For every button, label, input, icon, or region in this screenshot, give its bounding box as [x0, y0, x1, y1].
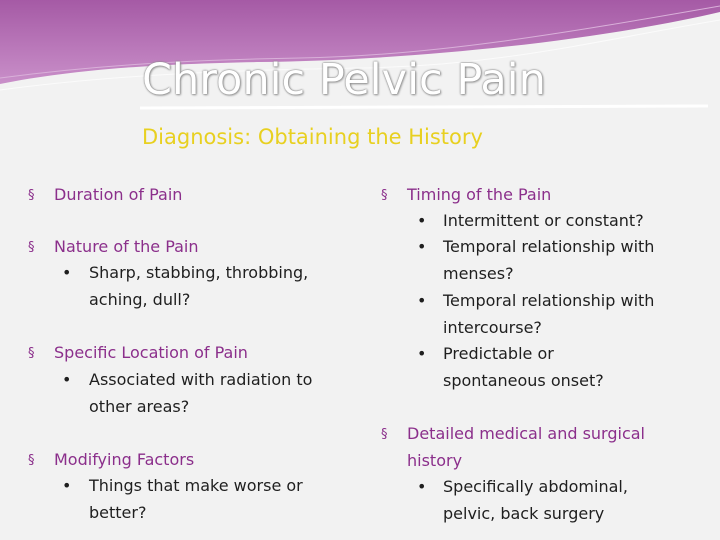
bullet-marker: §	[381, 188, 388, 203]
sub-bullet-marker: •	[417, 477, 427, 496]
slide-subtitle: Diagnosis: Obtaining the History	[142, 125, 483, 149]
sub-bullet-marker: •	[417, 211, 427, 230]
right-sub-surgery: Specifically abdominal, pelvic, back surgery	[443, 477, 628, 523]
sub-bullet-marker: •	[62, 263, 72, 282]
right-sub-intermittent: Intermittent or constant?	[443, 211, 644, 230]
right-item-timing: Timing of the Pain	[407, 185, 552, 204]
right-sub-menses: Temporal relationship with menses?	[443, 237, 655, 283]
left-sub-location: Associated with radiation to other areas?	[89, 370, 313, 416]
bullet-marker: §	[28, 240, 35, 255]
left-sub-nature: Sharp, stabbing, throbbing, aching, dull?	[89, 263, 309, 309]
bullet-marker: §	[28, 346, 35, 361]
slide-title: Chronic Pelvic Pain	[142, 55, 546, 105]
right-item-history: Detailed medical and surgical history	[407, 424, 645, 470]
sub-bullet-marker: •	[417, 237, 427, 256]
bullet-marker: §	[28, 453, 35, 468]
right-sub-intercourse: Temporal relationship with intercourse?	[443, 291, 655, 337]
left-item-nature: Nature of the Pain	[54, 237, 199, 256]
sub-bullet-marker: •	[417, 291, 427, 310]
bullet-marker: §	[28, 188, 35, 203]
sub-bullet-marker: •	[62, 370, 72, 389]
left-item-modifying: Modifying Factors	[54, 450, 195, 469]
bullet-marker: §	[381, 427, 388, 442]
left-item-location: Specific Location of Pain	[54, 343, 248, 362]
sub-bullet-marker: •	[417, 344, 427, 363]
left-sub-modifying: Things that make worse or better?	[89, 476, 303, 522]
right-sub-onset: Predictable or spontaneous onset?	[443, 344, 604, 390]
left-item-duration: Duration of Pain	[54, 185, 183, 204]
sub-bullet-marker: •	[62, 476, 72, 495]
